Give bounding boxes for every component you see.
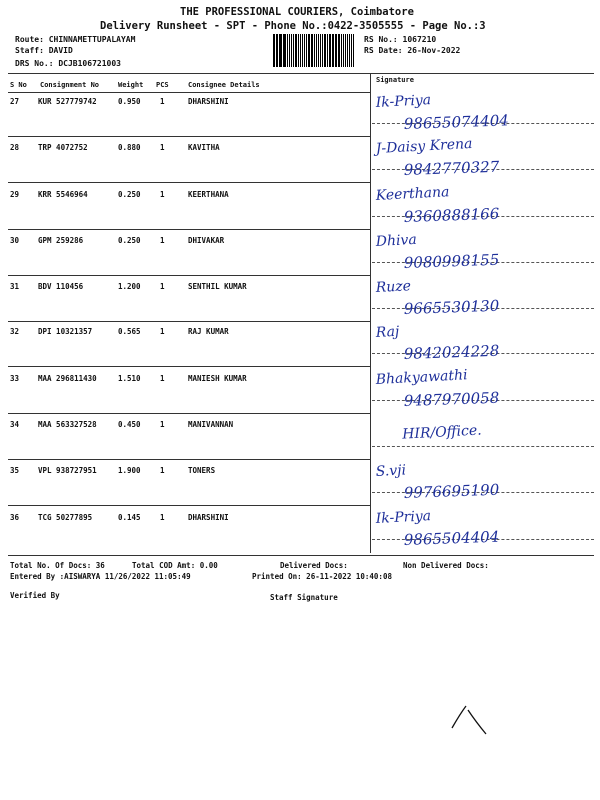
signature-name: Ruze bbox=[375, 278, 412, 296]
row-weight: 0.250 bbox=[118, 236, 141, 245]
barcode-bar bbox=[343, 34, 344, 67]
barcode-bar bbox=[298, 34, 299, 67]
barcode-bar bbox=[333, 34, 334, 67]
row-pcs: 1 bbox=[160, 282, 165, 291]
signature-name: Raj bbox=[375, 323, 400, 341]
signature-name: Ik-Priya bbox=[375, 508, 432, 527]
barcode-bar bbox=[316, 34, 317, 67]
signature-phone: 98655074404 bbox=[403, 111, 510, 133]
page-title: THE PROFESSIONAL COURIERS, Coimbatore bbox=[180, 6, 414, 18]
row-consignee: SENTHIL KUMAR bbox=[188, 282, 247, 291]
handwritten-signature bbox=[372, 276, 592, 322]
non-delivered-docs: Non Delivered Docs: bbox=[403, 561, 489, 570]
row-divider bbox=[8, 182, 370, 183]
barcode-bar bbox=[300, 34, 301, 67]
barcode-bar bbox=[329, 34, 331, 67]
row-pcs: 1 bbox=[160, 420, 165, 429]
row-weight: 0.145 bbox=[118, 513, 141, 522]
barcode-bar bbox=[295, 34, 297, 67]
row-divider bbox=[8, 275, 370, 276]
barcode-bar bbox=[291, 34, 293, 67]
col-consignment: Consignment No bbox=[40, 81, 100, 89]
signature-phone: 9976695190 bbox=[403, 480, 500, 502]
row-consignee: KEERTHANA bbox=[188, 190, 229, 199]
row-weight: 1.510 bbox=[118, 374, 141, 383]
signature-name: Keerthana bbox=[375, 184, 450, 204]
handwritten-signature bbox=[372, 368, 592, 414]
row-consignment: KUR 527779742 bbox=[38, 97, 97, 106]
row-weight: 0.565 bbox=[118, 327, 141, 336]
row-pcs: 1 bbox=[160, 466, 165, 475]
barcode-bar bbox=[314, 34, 315, 67]
handwritten-signature bbox=[372, 230, 592, 276]
row-sno: 29 bbox=[10, 190, 20, 199]
col-weight: Weight bbox=[118, 81, 144, 89]
row-pcs: 1 bbox=[160, 374, 165, 383]
row-divider bbox=[8, 321, 370, 322]
row-pcs: 1 bbox=[160, 513, 165, 522]
barcode-bar bbox=[277, 34, 278, 67]
barcode-bar bbox=[320, 34, 321, 67]
row-weight: 0.450 bbox=[118, 420, 141, 429]
handwritten-signature bbox=[372, 91, 592, 137]
row-consignment: GPM 259286 bbox=[38, 236, 84, 245]
barcode-bar bbox=[308, 34, 310, 67]
row-consignee: DHARSHINI bbox=[188, 513, 229, 522]
row-sno: 31 bbox=[10, 282, 20, 291]
barcode-bar bbox=[347, 34, 348, 67]
verified-by: Verified By bbox=[10, 591, 60, 600]
row-divider bbox=[8, 366, 370, 367]
row-consignee: KAVITHA bbox=[188, 143, 220, 152]
row-consignment: MAA 296811430 bbox=[38, 374, 97, 383]
row-weight: 0.880 bbox=[118, 143, 141, 152]
barcode-bar bbox=[279, 34, 281, 67]
row-weight: 1.200 bbox=[118, 282, 141, 291]
rs-date: RS Date: 26-Nov-2022 bbox=[364, 46, 461, 55]
barcode-bar bbox=[284, 34, 286, 67]
barcode-bar bbox=[341, 34, 342, 67]
total-docs: Total No. Of Docs: 36 bbox=[10, 561, 105, 570]
row-consignee: TONERS bbox=[188, 466, 216, 475]
barcode-bar bbox=[332, 34, 333, 67]
signature-name: Ik-Priya bbox=[375, 92, 432, 111]
handwritten-signature bbox=[372, 137, 592, 183]
page-subtitle: Delivery Runsheet - SPT - Phone No.:0422-3505555 - Page No.:3 bbox=[100, 20, 486, 32]
signature-phone: 9842024228 bbox=[403, 341, 500, 363]
signature-phone: 9842770327 bbox=[403, 157, 500, 179]
row-divider bbox=[8, 413, 370, 414]
row-sno: 32 bbox=[10, 327, 20, 336]
barcode-bar bbox=[353, 34, 354, 67]
handwritten-signature bbox=[372, 184, 592, 230]
table-top-rule bbox=[8, 73, 594, 74]
signature-phone: 9360888166 bbox=[403, 204, 500, 226]
col-sno: S No bbox=[10, 81, 27, 89]
row-sno: 35 bbox=[10, 466, 20, 475]
row-pcs: 1 bbox=[160, 236, 165, 245]
row-consignment: VPL 938727951 bbox=[38, 466, 97, 475]
rs-number: RS No.: 1067210 bbox=[364, 35, 437, 44]
handwritten-signature bbox=[372, 321, 592, 367]
row-consignee: DHIVAKAR bbox=[188, 236, 225, 245]
barcode-bar bbox=[324, 34, 326, 67]
signature-phone: 9080998155 bbox=[403, 250, 500, 272]
header-bottom-rule bbox=[8, 92, 370, 93]
barcode-bar bbox=[293, 34, 294, 67]
handwritten-signature bbox=[372, 507, 592, 553]
handwritten-signature bbox=[372, 460, 592, 506]
barcode-bar bbox=[349, 34, 350, 67]
signature-name: S.vji bbox=[375, 462, 407, 480]
barcode bbox=[273, 34, 355, 67]
row-consignee: MANIVANNAN bbox=[188, 420, 234, 429]
signature-column-divider bbox=[370, 73, 371, 553]
row-consignment: KRR 5546964 bbox=[38, 190, 88, 199]
barcode-bar bbox=[351, 34, 353, 67]
row-sno: 36 bbox=[10, 513, 20, 522]
barcode-bar bbox=[276, 34, 277, 67]
barcode-bar bbox=[306, 34, 307, 67]
barcode-bar bbox=[318, 34, 320, 67]
row-consignment: MAA 563327528 bbox=[38, 420, 97, 429]
row-consignee: MANIESH KUMAR bbox=[188, 374, 247, 383]
row-weight: 0.250 bbox=[118, 190, 141, 199]
staff-signature-label: Staff Signature bbox=[270, 593, 338, 602]
row-pcs: 1 bbox=[160, 97, 165, 106]
barcode-bar bbox=[335, 34, 337, 67]
row-consignment: DPI 10321357 bbox=[38, 327, 93, 336]
row-weight: 0.950 bbox=[118, 97, 141, 106]
row-consignment: TCG 50277895 bbox=[38, 513, 93, 522]
row-consignment: TRP 4072752 bbox=[38, 143, 88, 152]
entered-by: Entered By :AISWARYA 11/26/2022 11:05:49 bbox=[10, 572, 191, 581]
row-sno: 33 bbox=[10, 374, 20, 383]
barcode-bar bbox=[289, 34, 290, 67]
row-divider bbox=[8, 229, 370, 230]
drs-number: DRS No.: DCJB106721003 bbox=[15, 59, 121, 68]
barcode-bar bbox=[304, 34, 305, 67]
signature-name: HIR/Office. bbox=[401, 422, 483, 443]
handwritten-signature bbox=[372, 414, 592, 460]
col-signature: Signature bbox=[376, 76, 414, 84]
signature-name: J-Daisy Krena bbox=[375, 135, 473, 157]
row-pcs: 1 bbox=[160, 190, 165, 199]
row-divider bbox=[8, 505, 370, 506]
signature-name: Bhakyawathi bbox=[375, 367, 468, 388]
barcode-bar bbox=[345, 34, 347, 67]
barcode-bar bbox=[283, 34, 284, 67]
signature-phone: 9665530130 bbox=[403, 296, 500, 318]
printed-on: Printed On: 26-11-2022 10:40:08 bbox=[252, 572, 392, 581]
row-sno: 27 bbox=[10, 97, 20, 106]
route-label: Route: CHINNAMETTUPALAYAM bbox=[15, 35, 136, 44]
row-consignee: DHARSHINI bbox=[188, 97, 229, 106]
barcode-bar bbox=[273, 34, 275, 67]
total-cod: Total COD Amt: 0.00 bbox=[132, 561, 218, 570]
barcode-bar bbox=[287, 34, 288, 67]
row-weight: 1.900 bbox=[118, 466, 141, 475]
row-consignment: BDV 110456 bbox=[38, 282, 84, 291]
col-consignee: Consignee Details bbox=[188, 81, 260, 89]
row-pcs: 1 bbox=[160, 327, 165, 336]
row-divider bbox=[8, 459, 370, 460]
barcode-bar bbox=[338, 34, 340, 67]
row-consignee: RAJ KUMAR bbox=[188, 327, 229, 336]
barcode-bar bbox=[302, 34, 304, 67]
row-sno: 34 bbox=[10, 420, 20, 429]
handwritten-mark bbox=[448, 700, 498, 740]
row-sno: 30 bbox=[10, 236, 20, 245]
barcode-bar bbox=[311, 34, 313, 67]
col-pcs: PCS bbox=[156, 81, 169, 89]
barcode-bar bbox=[322, 34, 323, 67]
delivered-docs: Delivered Docs: bbox=[280, 561, 348, 570]
signature-phone: 9865504404 bbox=[403, 527, 500, 549]
row-sno: 28 bbox=[10, 143, 20, 152]
signature-phone: 9487970058 bbox=[403, 388, 500, 410]
staff-label: Staff: DAVID bbox=[15, 46, 73, 55]
signature-name: Dhiva bbox=[375, 231, 418, 250]
table-bottom-rule bbox=[8, 555, 594, 556]
row-pcs: 1 bbox=[160, 143, 165, 152]
row-divider bbox=[8, 136, 370, 137]
barcode-bar bbox=[327, 34, 328, 67]
